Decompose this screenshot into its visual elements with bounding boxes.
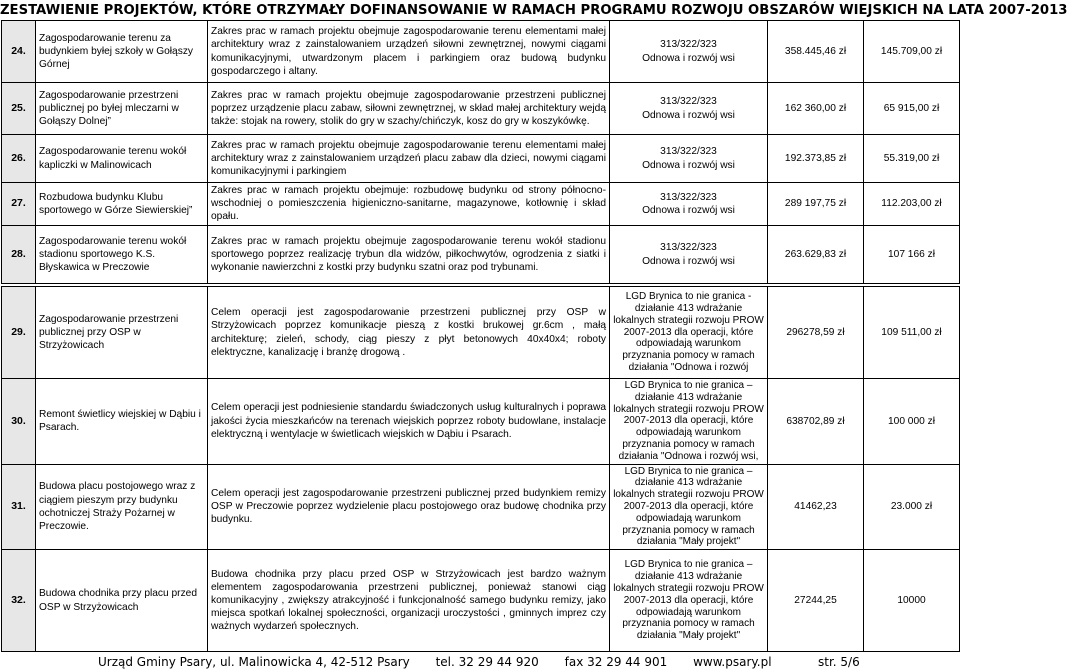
grant-amount: 55.319,00 zł [864, 135, 960, 183]
project-name: Budowa chodnika przy placu przed OSP w Strzyżowicach [36, 550, 208, 652]
footer-page-number: str. 5/6 [818, 655, 860, 669]
project-name: Zagospodarowanie terenu wokół kapliczki w Malinowicach [36, 135, 208, 183]
project-description: Zakres prac w ramach projektu obejmuje: rozbudowę budynku od strony północno-wschodniej o pomieszczenia higieniczno-sanitarne, magazynowe, kotłownię i skład opału. [208, 183, 610, 226]
total-cost: 296278,59 zł [768, 287, 864, 379]
table-row [2, 135, 960, 183]
grant-amount: 145.709,00 zł [864, 21, 960, 83]
document-header: ZESTAWIENIE PROJEKTÓW, KTÓRE OTRZYMAŁY DOFINANSOWANIE W RAMACH PROGRAMU ROZWOJU OBSZARÓW WIEJSKICH NA LATA 2007-2013 [0, 3, 1067, 18]
row-number: 29. [2, 287, 36, 379]
measure-code: 313/322/323 [660, 191, 717, 203]
row-number: 28. [2, 226, 36, 284]
table-row [2, 226, 960, 284]
project-description: Celem operacji jest zagospodarowanie przestrzeni publicznej przy OSP w Strzyżowicach poprzez komunikacje pieszą z kostki brukowej gr.6cm , małą architekturę; zieleń, schody, ciąg pieszy z płyt betonowych 40x40x4; roboty elektryczne, kanalizację i branżę drogową . [208, 287, 610, 379]
total-cost: 289 197,75 zł [768, 183, 864, 226]
page-footer [98, 655, 878, 669]
footer-office: Urząd Gminy Psary, ul. Malinowicka 4, 42-512 Psary [98, 655, 410, 669]
project-name: Rozbudowa budynku Klubu sportowego w Górze Siewierskiej” [36, 183, 208, 226]
grant-amount: 10000 [864, 550, 960, 652]
project-name: Zagospodarowanie terenu za budynkiem byłej szkoły w Gołąszy Górnej [36, 21, 208, 83]
grant-amount: 65 915,00 zł [864, 83, 960, 135]
funding-measure [610, 135, 768, 183]
measure-name: Odnowa i rozwój wsi [642, 204, 735, 216]
footer-tel: tel. 32 29 44 920 [435, 655, 539, 669]
funding-measure: LGD Brynica to nie granica –działanie 413 wdrażanie lokalnych strategii rozwoju PROW 2007-2013 dla operacji, które odpowiadają warunkom przyznania pomocy w ramach działania "Mały projekt" [610, 550, 768, 652]
row-number: 24. [2, 21, 36, 83]
grant-amount: 112.203,00 zł [864, 183, 960, 226]
row-number: 25. [2, 83, 36, 135]
grant-amount: 109 511,00 zł [864, 287, 960, 379]
row-number: 30. [2, 379, 36, 465]
measure-code: 313/322/323 [660, 242, 717, 254]
funding-measure: LGD Brynica to nie granica - działanie 413 wdrażanie lokalnych strategii rozwoju PROW 2007-2013 dla operacji, które odpowiadają warunkom przyznania pomocy w ramach działania "Odnowa i rozwój [610, 287, 768, 379]
funding-measure [610, 83, 768, 135]
project-name: Remont świetlicy wiejskiej w Dąbiu i Psarach. [36, 379, 208, 465]
total-cost: 192.373,85 zł [768, 135, 864, 183]
measure-code: 313/322/323 [660, 39, 717, 51]
table-row [2, 379, 960, 465]
project-description: Zakres prac w ramach projektu obejmuje zagospodarowanie terenu wokół stadionu sportowego poprzez realizację trybun dla widzów, piłkochwytów, ogrodzenia z siatki i wykonanie nawierzchni z kostki przy budynku szatni oraz pod trybunami. [208, 226, 610, 284]
projects-table-3 [1, 286, 960, 652]
projects-table-1 [1, 20, 960, 226]
funding-measure [610, 226, 768, 284]
project-name: Zagospodarowanie terenu wokół stadionu sportowego K.S. Błyskawica w Preczowie [36, 226, 208, 284]
total-cost: 638702,89 zł [768, 379, 864, 465]
total-cost: 358.445,46 zł [768, 21, 864, 83]
total-cost: 41462,23 [768, 464, 864, 550]
table-row [2, 83, 960, 135]
measure-name: Odnowa i rozwój wsi [642, 109, 735, 121]
measure-code: 313/322/323 [660, 146, 717, 158]
funding-measure: LGD Brynica to nie granica –działanie 413 wdrażanie lokalnych strategii rozwoju PROW 2007-2013 dla operacji, które odpowiadają warunkom przyznania pomocy w ramach działania "Odnowa i rozwój wsi, [610, 379, 768, 465]
project-name: Zagospodarowanie przestrzeni publicznej przy OSP w Strzyżowicach [36, 287, 208, 379]
project-description: Zakres prac w ramach projektu obejmuje zagospodarowanie terenu elementami małej architektury wraz z zainstalowaniem urządzeń placu zabaw dla dzieci, nowymi ciągami komunikacyjnymi i parkingiem [208, 135, 610, 183]
row-number: 31. [2, 464, 36, 550]
project-description: Zakres prac w ramach projektu obejmuje zagospodarowanie przestrzeni publicznej poprzez urządzenie placu zabaw, siłowni zewnętrznej, w skład małej architektury wejdą także: stojak na rowery, stolik do gry w szachy/chińczyk, kosz do gry w koszykówkę. [208, 83, 610, 135]
table-row [2, 464, 960, 550]
table-row [2, 550, 960, 652]
total-cost: 263.629,83 zł [768, 226, 864, 284]
grant-amount: 23.000 zł [864, 464, 960, 550]
measure-name: Odnowa i rozwój wsi [642, 159, 735, 171]
row-number: 26. [2, 135, 36, 183]
table-row [2, 183, 960, 226]
grant-amount: 107 166 zł [864, 226, 960, 284]
measure-code: 313/322/323 [660, 96, 717, 108]
footer-fax: fax 32 29 44 901 [564, 655, 668, 669]
footer-website[interactable]: www.psary.pl [693, 655, 772, 669]
project-description: Zakres prac w ramach projektu obejmuje zagospodarowanie terenu elementami małej architektury wraz z zainstalowaniem urządzeń siłowni zewnętrznej, nowymi ciągami komunikacyjnymi, utwardzonym placem i parkingiem oraz budową budynku gospodarczego i altany. [208, 21, 610, 83]
project-name: Budowa placu postojowego wraz z ciągiem pieszym przy budynku ochotniczej Straży Pożarnej w Preczowie. [36, 464, 208, 550]
total-cost: 27244,25 [768, 550, 864, 652]
row-number: 32. [2, 550, 36, 652]
measure-name: Odnowa i rozwój wsi [642, 52, 735, 64]
table-row [2, 21, 960, 83]
measure-name: Odnowa i rozwój wsi [642, 255, 735, 267]
project-description: Celem operacji jest zagospodarowanie przestrzeni publicznej przed budynkiem remizy OSP w Preczowie poprzez wydzielenie placu postojowego oraz budowę chodnika przy budynku. [208, 464, 610, 550]
table-row [2, 287, 960, 379]
grant-amount: 100 000 zł [864, 379, 960, 465]
project-description: Budowa chodnika przy placu przed OSP w Strzyżowicach jest bardzo ważnym elementem zagospodarowania przestrzeni publicznej, ponieważ stanowi ciąg komunikacyjny , zwiększy atrakcyjność i funkcjonalność samego budynku remizy, jako miejsca spotkań lokalnej społeczności, organizacji uroczystości , gminnych imprez czy ważnych wydarzeń społecznych. [208, 550, 610, 652]
row-number: 27. [2, 183, 36, 226]
funding-measure: LGD Brynica to nie granica –działanie 413 wdrażanie lokalnych strategii rozwoju PROW 2007-2013 dla operacji, które odpowiadają warunkom przyznania pomocy w ramach działania "Mały projekt" [610, 464, 768, 550]
projects-table-2 [1, 225, 960, 284]
funding-measure [610, 21, 768, 83]
project-name: Zagospodarowanie przestrzeni publicznej po byłej mleczarni w Gołąszy Dolnej” [36, 83, 208, 135]
project-description: Celem operacji jest podniesienie standardu świadczonych usług kulturalnych i poprawa jakości życia mieszkańców na terenach wiejskich poprzez roboty budowlane, instalacje elektryczną i wentylacje w świetlicach wiejskich w Dąbiu i Psarach. [208, 379, 610, 465]
total-cost: 162 360,00 zł [768, 83, 864, 135]
funding-measure [610, 183, 768, 226]
